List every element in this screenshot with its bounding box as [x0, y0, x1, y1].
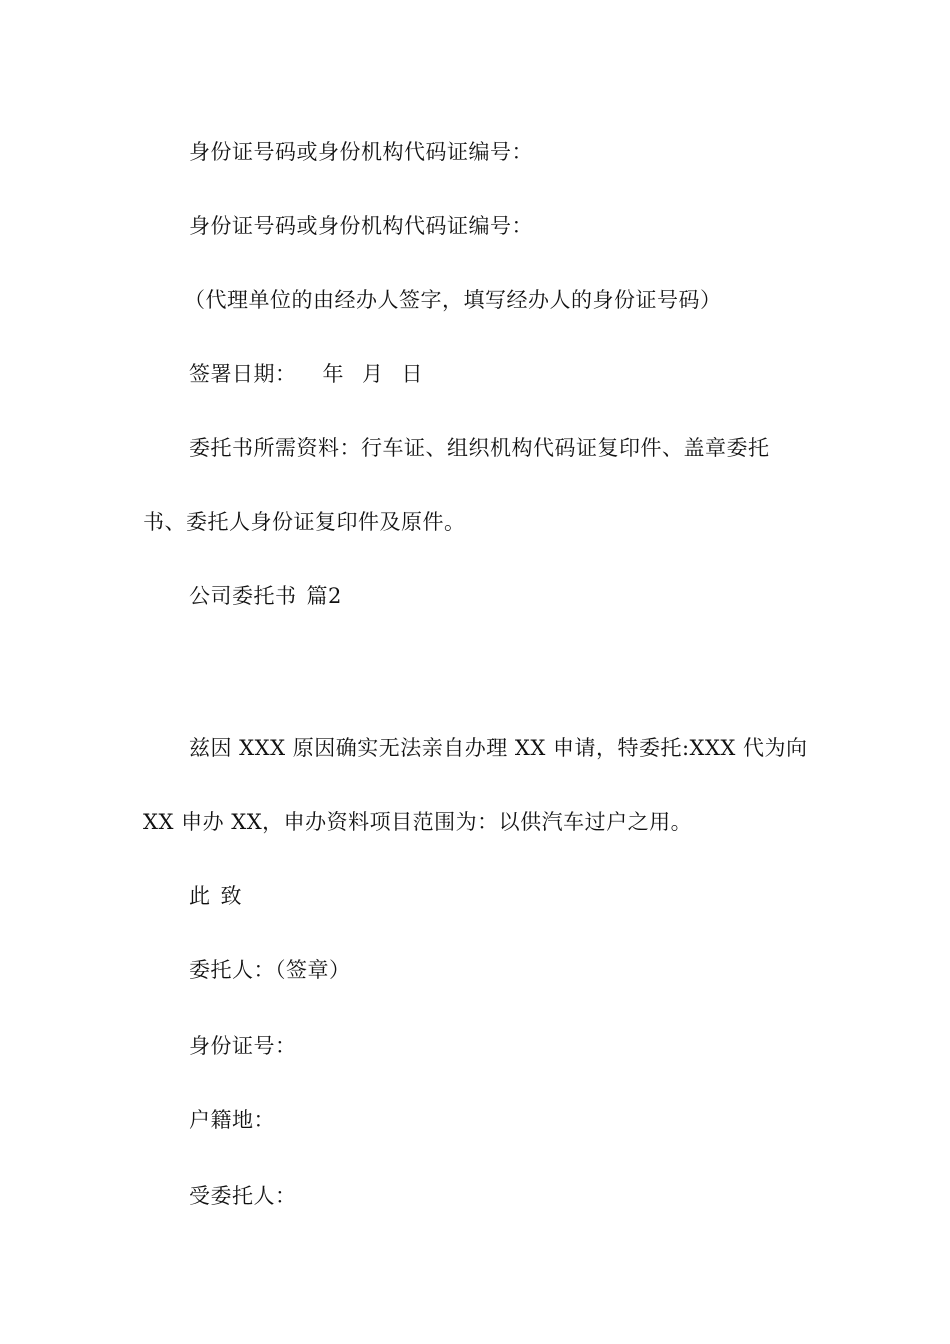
section-number: 篇2	[306, 584, 342, 608]
agent-line: 受委托人：	[189, 1184, 297, 1208]
id-number-line-1: 身份证号码或身份机构代码证编号：	[189, 140, 533, 164]
closing-line	[189, 881, 242, 911]
agent-note-line: （代理单位的由经办人签字，填写经办人的身份证号码）	[184, 288, 722, 312]
closing-word-2: 致	[220, 884, 242, 908]
section-title: 公司委托书	[189, 584, 297, 608]
body-line-1: 兹因 XXX 原因确实无法亲自办理 XX 申请，特委托:XXX 代为向	[189, 736, 808, 760]
date-year-label: 年	[322, 362, 344, 386]
section-heading	[189, 581, 342, 611]
domicile-line: 户籍地：	[189, 1108, 275, 1132]
body-line-2: XX 申办 XX，申办资料项目范围为：以供汽车过户之用。	[143, 810, 693, 834]
materials-line-1: 委托书所需资料：行车证、组织机构代码证复印件、盖章委托	[189, 436, 770, 460]
date-day-label: 日	[401, 362, 423, 386]
closing-word-1: 此	[189, 884, 211, 908]
id-line: 身份证号：	[189, 1034, 297, 1058]
sign-date-line	[189, 359, 423, 389]
principal-line: 委托人：（签章）	[189, 958, 351, 982]
materials-line-2: 书、委托人身份证复印件及原件。	[143, 510, 466, 534]
date-month-label: 月	[362, 362, 384, 386]
sign-date-label: 签署日期：	[189, 362, 297, 386]
id-number-line-2: 身份证号码或身份机构代码证编号：	[189, 214, 533, 238]
